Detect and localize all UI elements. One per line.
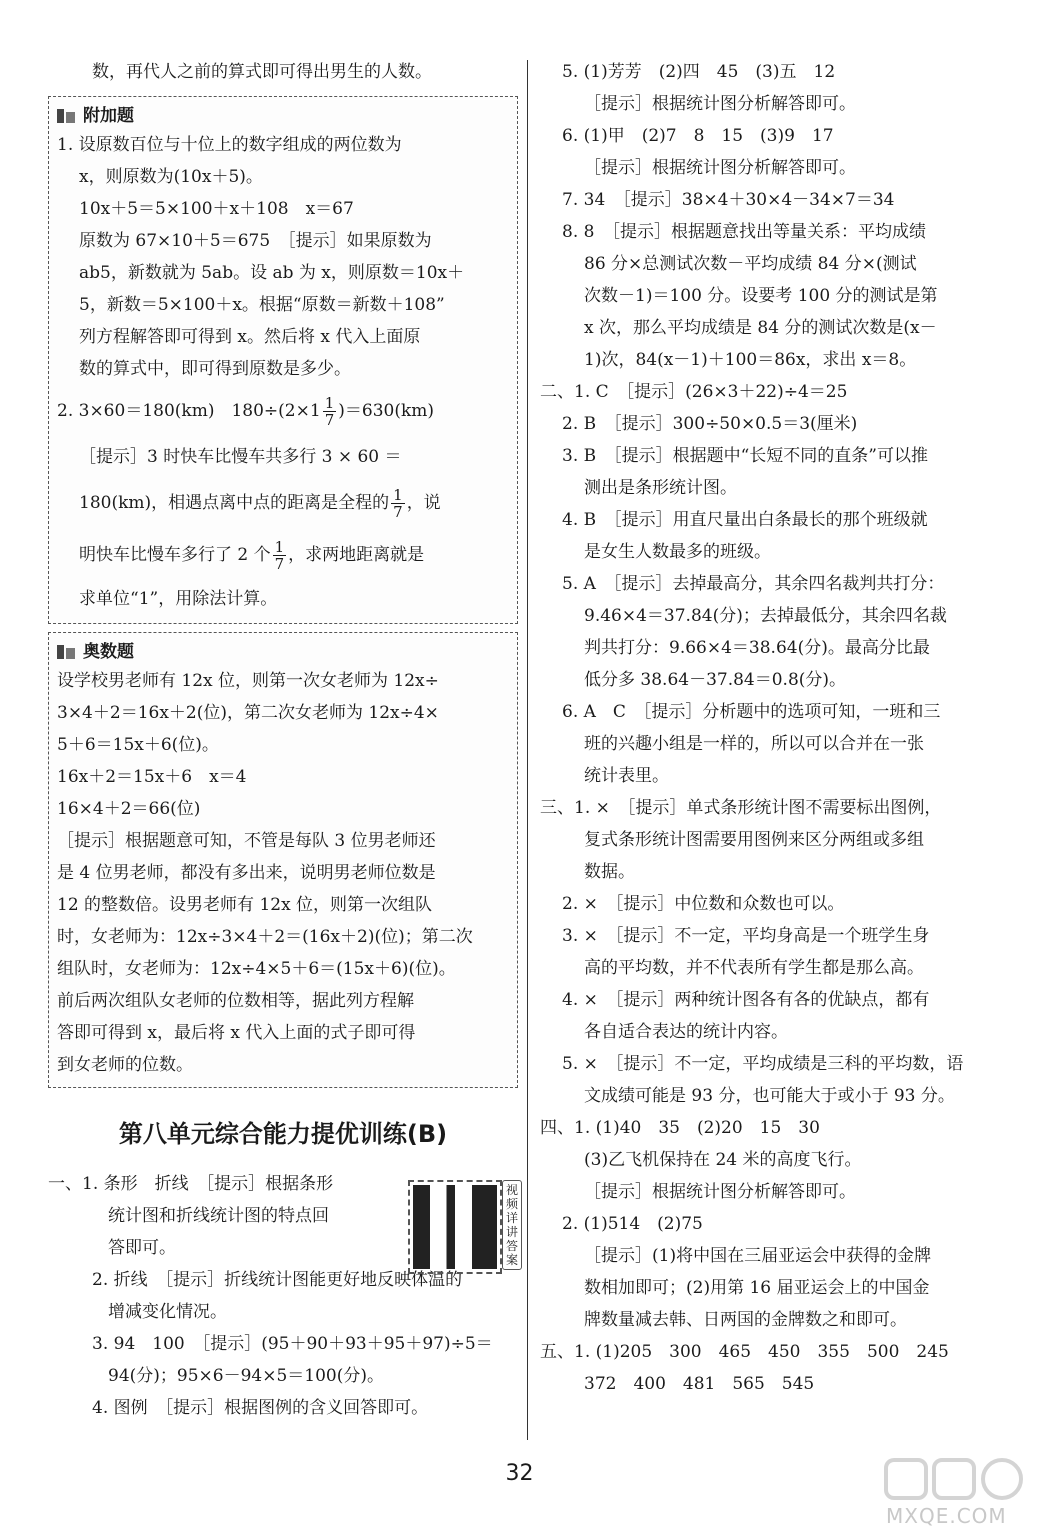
answer-line: 6. (1)甲 (2)7 8 15 (3)9 17 — [562, 126, 834, 146]
part1-line: 统计图和折线统计图的特点回 — [108, 1206, 329, 1226]
fraction — [391, 487, 405, 520]
bonus-hint-line — [57, 529, 509, 581]
answer-line: 三、1. × ［提示］单式条形统计图不需要标出图例， — [540, 798, 942, 818]
bonus-line: 数的算式中，即可得到原数是多少。 — [79, 359, 351, 379]
olympiad-title: 奥数题 — [83, 642, 134, 662]
book-icon — [57, 644, 75, 660]
bonus-line: 1. 设原数百位与十位上的数字组成的两位数为 — [57, 135, 402, 155]
answer-line: 5. × ［提示］不一定，平均成绩是三科的平均数，语 — [562, 1054, 964, 1074]
answer-line: ［提示］根据统计图分析解答即可。 — [584, 158, 856, 178]
answer-line: 高的平均数，并不代表所有学生都是那么高。 — [584, 958, 924, 978]
answer-line: 文成绩可能是 93 分，也可能大于或小于 93 分。 — [584, 1086, 955, 1106]
qr-code-icon[interactable] — [408, 1180, 502, 1274]
olympiad-line: 时，女老师为：12x÷3×4＋2＝(16x＋2)(位)；第二次 — [57, 927, 473, 947]
answer-line: 9.46×4＝37.84(分)；去掉最低分，其余四名裁 — [584, 606, 947, 626]
bonus-hint-text: ，说 — [406, 493, 441, 513]
part1-line: 2. 折线 ［提示］折线统计图能更好地反映体温的 — [92, 1270, 463, 1290]
answer-line: 2. × ［提示］中位数和众数也可以。 — [562, 894, 845, 914]
answer-line: 3. B ［提示］根据题中“长短不同的直条”可以推 — [562, 446, 928, 466]
bonus-hint-text: ，求两地距离就是 — [288, 545, 425, 565]
watermark-logo — [880, 1456, 1030, 1528]
olympiad-line: 16×4＋2＝66(位) — [57, 799, 201, 819]
bonus-q2-text: 2. 3×60＝180(km) 180÷ — [57, 401, 279, 421]
bonus-line: ab5，新数就为 5ab。设 ab 为 x，则原数＝10x＋ — [79, 263, 465, 283]
answer-line: 牌数量减去韩、日两国的金牌数之和即可。 — [584, 1310, 907, 1330]
answer-line: 3. × ［提示］不一定，平均身高是一个班学生身 — [562, 926, 930, 946]
fraction-denominator: 7 — [324, 411, 335, 429]
answer-line: 5. A ［提示］去掉最高分，其余四名裁判共打分： — [562, 574, 945, 594]
answer-line: x 次，那么平均成绩是 84 分的测试次数是(x－ — [584, 318, 937, 338]
answer-line: 4. B ［提示］用直尺量出白条最长的那个班级就 — [562, 510, 928, 530]
answer-line: 五、1. (1)205 300 465 450 355 500 245 — [540, 1342, 949, 1362]
answer-line: ［提示］(1)将中国在三届亚运会中获得的金牌 — [584, 1246, 932, 1266]
answer-line: (3)乙飞机保持在 24 米的高度飞行。 — [584, 1150, 862, 1170]
bonus-box — [48, 96, 518, 624]
answer-line: 判共打分：9.66×4＝38.64(分)。最高分比最 — [584, 638, 930, 658]
page-number: 32 — [505, 1461, 534, 1486]
olympiad-box — [48, 632, 518, 1088]
olympiad-line: ［提示］根据题意可知，不管是每队 3 位男老师还 — [57, 831, 436, 851]
olympiad-line: 答即可得到 x，最后将 x 代入上面的式子即可得 — [57, 1023, 416, 1043]
answer-line: 统计表里。 — [584, 766, 669, 786]
watermark-icon — [880, 1456, 1030, 1502]
olympiad-line: 3×4＋2＝16x＋2(位)，第二次女老师为 12x÷4× — [57, 703, 439, 723]
answer-line: 低分多 38.64－37.84＝0.8(分)。 — [584, 670, 847, 690]
answer-line: 8. 8 ［提示］根据题意找出等量关系：平均成绩 — [562, 222, 926, 242]
bonus-hint-line: ［提示］3 时快车比慢车共多行 3 × 60 ＝ — [79, 447, 402, 467]
answer-line: 数据。 — [584, 862, 635, 882]
olympiad-line: 到女老师的位数。 — [57, 1055, 193, 1075]
answer-line: 二、1. C ［提示］(26×3＋22)÷4＝25 — [540, 382, 848, 402]
answer-line: 4. × ［提示］两种统计图各有各的优缺点，都有 — [562, 990, 930, 1010]
olympiad-line: 是 4 位男老师，都没有多出来，说明男老师位数是 — [57, 863, 436, 883]
olympiad-line: 12 的整数倍。设男老师有 12x 位，则第一次组队 — [57, 895, 433, 915]
book-icon — [57, 108, 75, 124]
olympiad-line: 16x＋2＝15x＋6 x＝4 — [57, 767, 247, 787]
bonus-line: 5，新数＝5×100＋x。根据“原数＝新数＋108” — [79, 295, 445, 315]
olympiad-header — [57, 639, 509, 665]
bonus-hint-line: 求单位“1”，用除法计算。 — [79, 589, 278, 609]
answer-line: 是女生人数最多的班级。 — [584, 542, 771, 562]
fraction-denominator: 7 — [274, 555, 285, 573]
bonus-line: x，则原数为(10x＋5)。 — [79, 167, 263, 187]
fraction-numerator: 1 — [393, 486, 403, 504]
intro-line: 数，再代人之前的算式即可得出男生的人数。 — [92, 62, 432, 82]
fraction-denominator: 7 — [393, 503, 403, 521]
fraction — [323, 395, 337, 428]
fraction — [273, 539, 287, 572]
qr-code-block[interactable] — [408, 1180, 528, 1270]
answer-line: 复式条形统计图需要用图例来区分两组或多组 — [584, 830, 924, 850]
bonus-line: 10x＋5＝5×100＋x＋108 x＝67 — [79, 199, 354, 219]
olympiad-line: 组队时，女老师为：12x÷4×5＋6＝(15x＋6)(位)。 — [57, 959, 456, 979]
bonus-q2-paren-left: (2× — [278, 401, 310, 421]
olympiad-line: 设学校男老师有 12x 位，则第一次女老师为 12x÷ — [57, 671, 439, 691]
part1-line: 3. 94 100 ［提示］(95＋90＋93＋95＋97)÷5＝ — [92, 1334, 493, 1354]
olympiad-line: 5＋6＝15x＋6(位)。 — [57, 735, 219, 755]
answer-line: 1)次，84(x－1)＋100＝86x，求出 x＝8。 — [584, 350, 917, 370]
answer-line: 6. A C ［提示］分析题中的选项可知，一班和三 — [562, 702, 941, 722]
part1-line: 4. 图例 ［提示］根据图例的含义回答即可。 — [92, 1398, 429, 1418]
right-column — [540, 56, 1018, 1400]
part1-line: 增减变化情况。 — [108, 1302, 227, 1322]
section-title: 第八单元综合能力提优训练(B) — [118, 1120, 448, 1148]
bonus-hint-text: 180(km)，相遇点离中点的距离是全程的 — [79, 493, 390, 513]
answer-line: ［提示］根据统计图分析解答即可。 — [584, 94, 856, 114]
part1-line: 94(分)；95×6－94×5＝100(分)。 — [108, 1366, 384, 1386]
bonus-q2-result: ＝630(km) — [344, 401, 435, 421]
answer-line: 372 400 481 565 545 — [584, 1374, 815, 1394]
answer-line: 86 分×总测试次数－平均成绩 84 分×(测试 — [584, 254, 917, 274]
bonus-line: 原数为 67×10＋5＝675 ［提示］如果原数为 — [79, 231, 432, 251]
answer-line: 2. B ［提示］300÷50×0.5＝3(厘米) — [562, 414, 858, 434]
watermark-text: MXQE.COM — [886, 1504, 1007, 1528]
answer-line: 数相加即可；(2)用第 16 届亚运会上的中国金 — [584, 1278, 930, 1298]
answer-line: 各自适合表达的统计内容。 — [584, 1022, 788, 1042]
answer-line: 测出是条形统计图。 — [584, 478, 737, 498]
fraction-numerator: 1 — [274, 538, 285, 556]
bonus-hint-line — [57, 477, 509, 529]
bonus-title: 附加题 — [83, 106, 134, 126]
bonus-header — [57, 103, 509, 129]
part1-line: 答即可。 — [108, 1238, 176, 1258]
bonus-hint-text: 明快车比慢车多行了 2 个 — [79, 545, 271, 565]
answer-line: 5. (1)芳芳 (2)四 45 (3)五 12 — [562, 62, 836, 82]
answer-line: 班的兴趣小组是一样的，所以可以合并在一张 — [584, 734, 924, 754]
answer-line: 四、1. (1)40 35 (2)20 15 30 — [540, 1118, 820, 1138]
answer-line: ［提示］根据统计图分析解答即可。 — [584, 1182, 856, 1202]
bonus-q2-mixed-int: 1 — [309, 401, 321, 421]
part1-line: 一、1. 条形 折线 ［提示］根据条形 — [48, 1174, 334, 1194]
qr-label: 视频详讲答案 — [502, 1180, 522, 1270]
fraction-numerator: 1 — [324, 394, 335, 412]
answer-line: 2. (1)514 (2)75 — [562, 1214, 703, 1234]
olympiad-line: 前后两次组队女老师的位数相等，据此列方程解 — [57, 991, 414, 1011]
bonus-q2-paren-right: ) — [338, 401, 345, 421]
answer-line: 次数－1)＝100 分。设要考 100 分的测试是第 — [584, 286, 938, 306]
answer-line: 7. 34 ［提示］38×4＋30×4－34×7＝34 — [562, 190, 895, 210]
bonus-line: 列方程解答即可得到 x。然后将 x 代入上面原 — [79, 327, 421, 347]
bonus-q2-line — [57, 385, 509, 437]
